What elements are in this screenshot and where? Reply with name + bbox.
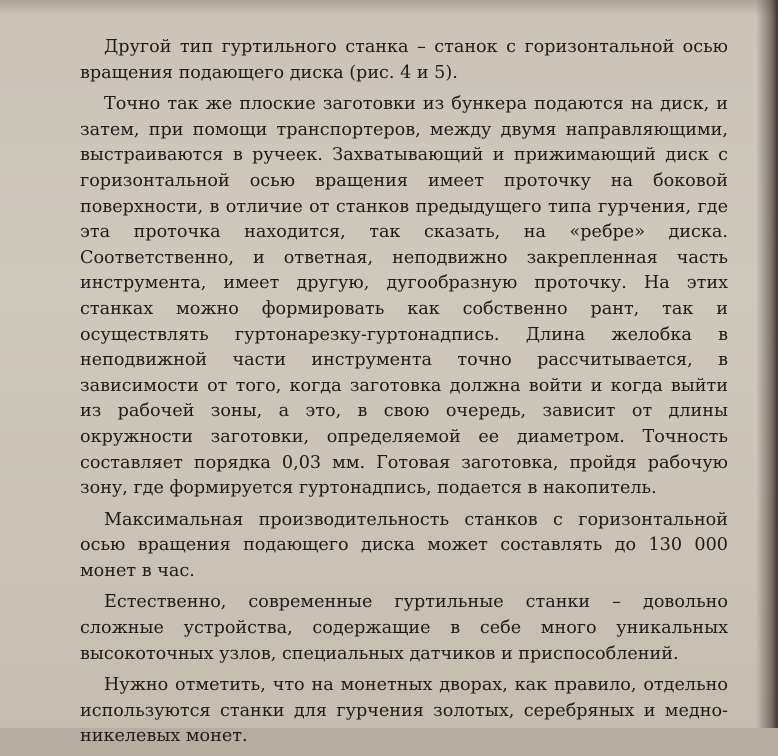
paragraph-5: Нужно отметить, что на монетных дворах, как правило, отдельно используются станки для гурчения золотых, серебряных и медно-никелевых монет.	[80, 675, 728, 747]
paragraph-2: Точно так же плоские заготовки из бункера подаются на диск, и затем, при помощи транспортеров, между двумя направляющими, выстраиваются в ручеек. Захватывающий и прижимающий диск с горизонтальной осью вращения имеет проточку на боковой поверхности, в отличие от станков предыдущего типа гурчения, где эта проточка находится, так сказать, на «ребре» диска. Соответственно, и ответная, неподвижно закрепленная часть инструмента, имеет другую, дугообразную проточку. На этих станках можно формировать как собственно рант, так и осуществлять гуртонарезку-гуртонадпись. Длина желобка в неподвижной части инструмента точно рассчитывается, в зависимости от того, когда заготовка должна войти и когда выйти из рабочей зоны, а это, в свою очередь, зависит от длины окружности заготовки, определяемой ее диаметром. Точность составляет порядка 0,03 мм. Готовая заготовка, пройдя рабочую зону, где формируется гуртонадпись, подается в накопитель.	[80, 94, 728, 499]
paragraph-4: Естественно, современные гуртильные станки – довольно сложные устройства, содержащие в себе много уникальных высокоточных узлов, специальных датчиков и приспособлений.	[80, 592, 728, 664]
page-text	[80, 35, 728, 756]
paragraph-1: Другой тип гуртильного станка – станок с горизонтальной осью вращения подающего диска (рис. 4 и 5).	[80, 37, 728, 83]
paragraph-3: Максимальная производительность станков с горизонтальной осью вращения подающего диска может составлять до 130 000 монет в час.	[80, 509, 728, 581]
